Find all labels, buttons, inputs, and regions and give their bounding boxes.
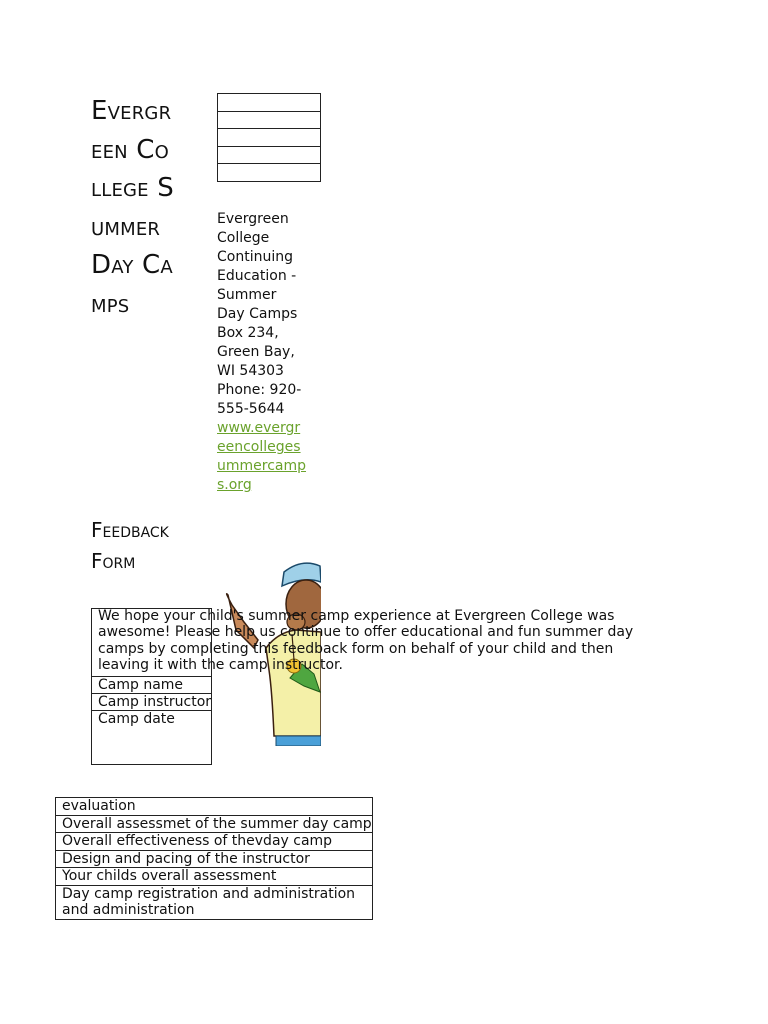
evaluation-item[interactable]: Overall assessmet of the summer day camp bbox=[56, 815, 373, 833]
evaluation-table bbox=[55, 797, 373, 920]
evaluation-header: evaluation bbox=[56, 798, 373, 816]
evaluation-item[interactable]: Overall effectiveness of thevday camp bbox=[56, 833, 373, 851]
camp-name-field[interactable]: Camp name bbox=[92, 677, 212, 694]
evaluation-item[interactable]: Day camp registration and administration and administration bbox=[56, 885, 373, 919]
contact-info bbox=[217, 210, 307, 495]
camp-date-field[interactable]: Camp date bbox=[92, 711, 212, 765]
form-subtitle: Feedback Form bbox=[91, 518, 169, 573]
page-title: Evergreen College Summer Day Camps bbox=[91, 96, 174, 319]
contact-address: Box 234, Green Bay, WI 54303 bbox=[217, 325, 295, 379]
intro-text: We hope your child's summer camp experience at Evergreen College was awesome! Please help us continue to offer educational and fun summer day camps by completing this feedback form on behalf of your child and then leaving it with the camp instructor. bbox=[98, 608, 634, 674]
evaluation-item[interactable]: Design and pacing of the instructor bbox=[56, 850, 373, 868]
camp-instructor-field[interactable]: Camp instructor bbox=[92, 694, 212, 711]
camp-info-table bbox=[91, 608, 212, 765]
contact-organization: Evergreen College Continuing Education - Summer Day Camps bbox=[217, 211, 298, 322]
evaluation-item[interactable]: Your childs overall assessment bbox=[56, 868, 373, 886]
website-link[interactable]: www.evergreencollegesummercamps.org bbox=[217, 420, 307, 493]
header-empty-table bbox=[217, 93, 321, 182]
contact-phone: Phone: 920-555-5644 bbox=[217, 382, 302, 417]
